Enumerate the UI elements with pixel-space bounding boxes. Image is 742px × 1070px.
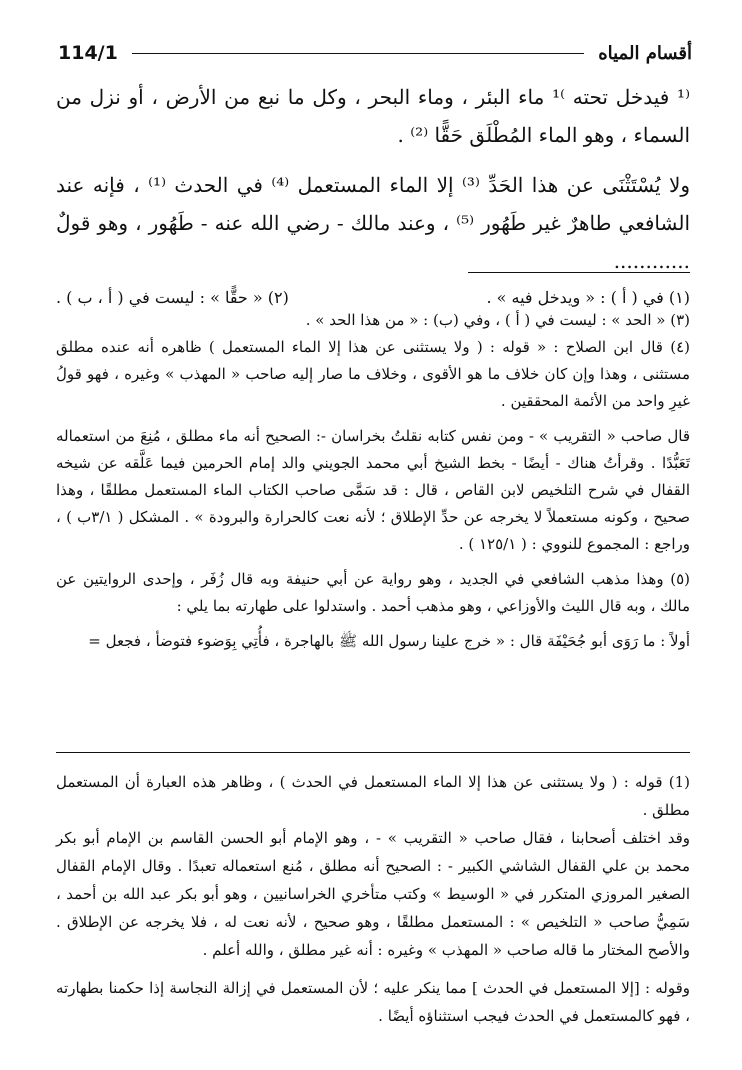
main-text (56, 78, 690, 280)
commentary-1: (1) قوله : ( ولا يستثنى عن هذا إلا الماء المستعمل في الحدث ) ، وظاهر هذه العبارة أن المستعمل مطلق . (56, 773, 690, 819)
footnote-2: (٢) « حقًّا » : ليست في ( أ ، ب ) . (56, 288, 289, 307)
footnote-1: (١) في ( أ ) : « ويدخل فيه » . (486, 288, 690, 307)
commentary-3: وقوله : [إلا المستعمل في الحدث ] مما ينكر عليه ؛ لأن المستعمل في إزالة النجاسة إذا حكمنا بطهارته ، فهو كالمستعمل في الحدث فيجب استثناؤه أيضًا . (56, 979, 690, 1025)
page-header (58, 40, 692, 66)
header-rule (132, 53, 584, 54)
footnote-3: (٣) « الحد » : ليست في ( أ ) ، وفي (ب) : « من هذا الحد » . (305, 311, 690, 329)
footnote-row-1-2 (56, 288, 690, 307)
commentary-2: وقد اختلف أصحابنا ، فقال صاحب « التقريب » - ، وهو الإمام أبو الحسن القاسم بن الإمام أبو بكر محمد بن علي القفال الشاشي الكبير - : الصحيح أنه مطلق ، مُنع استعماله تعبدًا . وقال الإمام القفال الصغير المروزي المتكرر في « الوسيط » وكتب متأخري الخراسانيين ، وهو أبو بكر عبد الله بن أحمد ، سَمِيُّ صاحب « التلخيص » : المستعمل مطلقًا ، وهو صحيح ، لأنه نعت له ، فلا يخرجه عن الإطلاق . والأصح المختار ما قاله صاحب « المهذب » وغيره : أنه غير مطلق ، والله أعلم . (56, 829, 690, 959)
main-paragraph-2: ولا يُسْتَثْنَى عن هذا الحَدِّ ⁽³⁾ إلا الماء المستعمل ⁽⁴⁾ في الحدث ⁽¹⁾ ، فإنه عند الشافعي طاهرٌ غير طَهُور ⁽⁵⁾ ، وعند مالك - رضي الله عنه - طَهُور ، وهو قولٌ ............ (56, 173, 691, 273)
footnote-4: (٤) قال ابن الصلاح : « قوله : ( ولا يستثنى عن هذا إلا الماء المستعمل ) ظاهره أنه عنده مطلق مستثنى ، وهذا وإن كان خلاف ما هو الأقوى ، وخلاف ما صار إليه صاحب « المهذب » وغيره ، فهو قولُ غيرِ واحد من الأئمة المحققين . (56, 338, 690, 410)
footnote-5: (٥) وهذا مذهب الشافعي في الجديد ، وهو رواية عن أبي حنيفة وبه قال زُفَر ، وإحدى الروايتين عن مالك ، وبه قال الليث والأوزاعي ، وهو مذهب أحمد . واستدلوا على طهارته بما يلي : (56, 570, 690, 615)
main-paragraph-1: ⁽¹ فيدخل تحته ⁾¹ ماء البئر ، وماء البحر ، وكل ما نبع من الأرض ، أو نزل من السماء ، وهو الماء المُطْلَق حَقًّا ⁽²⁾ . (56, 85, 690, 147)
commentary-separator (56, 752, 690, 753)
footnote-5-continued: أولاً : ما رَوَى أبو جُحَيْفَة قال : « خرج علينا رسول الله ﷺ بالهاجرة ، فأُتِي بِوَضوء فتوضأ ، فجعل = (88, 632, 690, 650)
footnote-separator (468, 272, 690, 273)
footnotes (56, 288, 690, 655)
page-number: 114/1 (58, 42, 118, 64)
running-title: أقسام المياه (598, 42, 692, 64)
commentary (56, 768, 690, 1030)
footnote-4-continued: قال صاحب « التقريب » - ومن نفس كتابه نقلتُ بخراسان -: الصحيح أنه ماء مطلق ، مُنِعَ من استعماله تَعَبُّدًا . وقرأتُ هناك - أيضًا - بخط الشيخ أبي محمد الجويني والد إمام الحرمين فيما عَلَّقه عن شيخه القفال في شرح التلخيص لابن القاص ، قال : قد سَمَّى صاحب الكتاب الماء المستعمل مطلقًا ، وهذا صحيح ، وكونه مستعملاً لا يخرجه عن حدِّ الإطلاق ؛ لأنه نعت كالحرارة والبرودة » . المشكل ( ٣/١ب ) ، وراجع : المجموع للنووي : ( ١٢٥/١ ) . (56, 427, 690, 553)
